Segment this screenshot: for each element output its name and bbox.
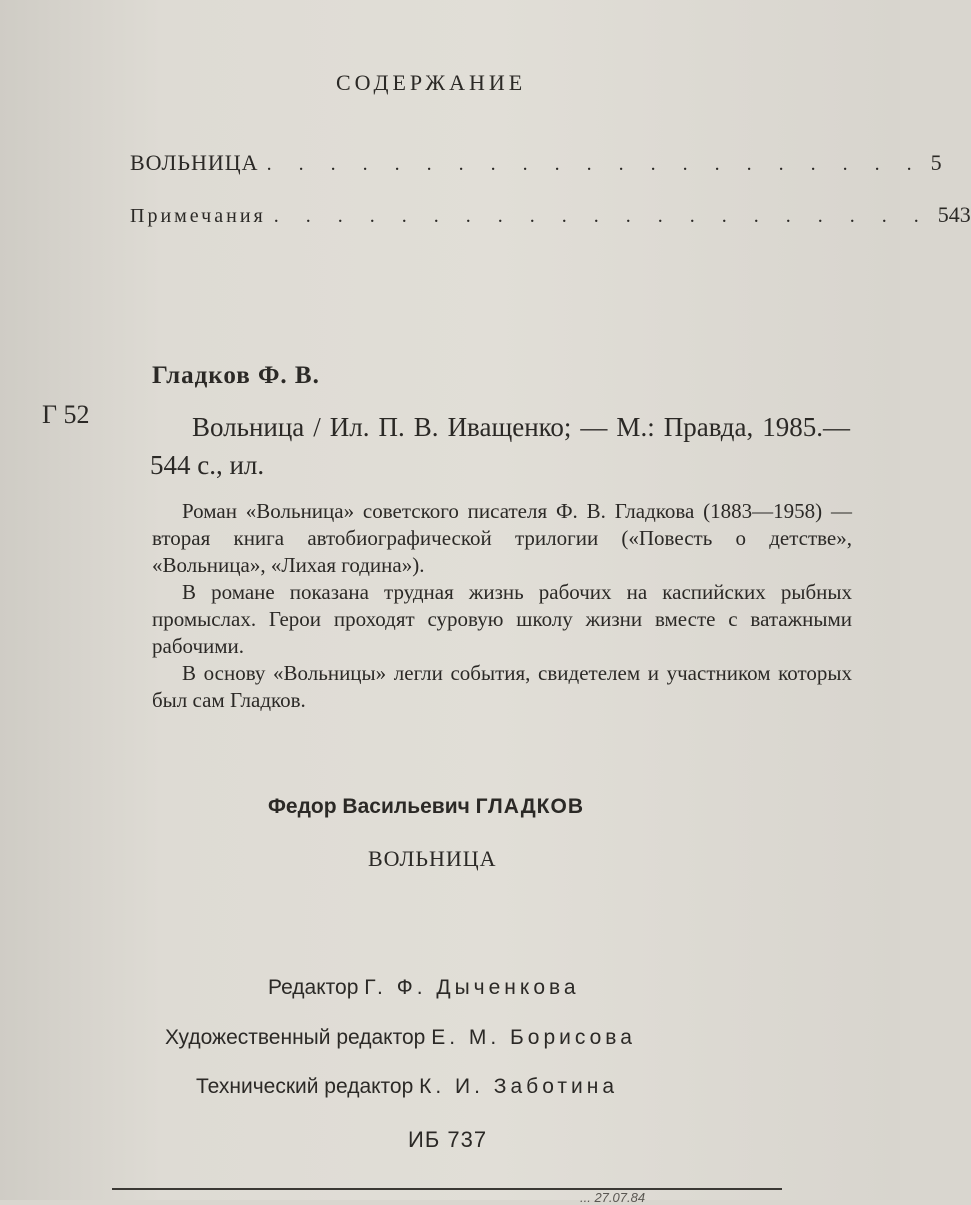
credit-name: Г. Ф. Дыченкова <box>364 976 580 999</box>
toc-item-label: ВОЛЬНИЦА <box>130 150 259 175</box>
catalog-author-heading: Гладков Ф. В. <box>152 362 320 389</box>
credit-editor <box>268 976 580 1000</box>
ib-number: ИБ 737 <box>408 1127 488 1152</box>
toc-item-page: 543 <box>937 202 971 227</box>
credit-tech-editor <box>196 1075 618 1099</box>
credit-name: Е. М. Борисова <box>431 1026 636 1049</box>
toc-item <box>130 150 942 176</box>
annotation <box>152 498 852 714</box>
credit-role: Редактор <box>268 976 359 999</box>
credit-name: К. И. Заботина <box>419 1075 619 1098</box>
imprint-author <box>268 795 584 819</box>
annotation-paragraph: В романе показана трудная жизнь рабочих на каспийских рыбных промыслах. Герои проходят суровую школу жизни вместе с ватажными рабочими. <box>152 580 852 658</box>
toc-leader-dots: . . . . . . . . . . . . . . . . . . . . . <box>266 153 923 175</box>
annotation-paragraph: Роман «Вольница» советского писателя Ф. В. Гладкова (1883—1958) — вторая книга автобиографической трилогии («Повесть о детстве», «Вольница», «Лихая година»). <box>152 499 852 577</box>
bibliographic-text: Вольница / Ил. П. В. Иващенко; — М.: Правда, 1985.— 544 с., ил. <box>150 412 850 480</box>
credit-art-editor <box>165 1026 636 1050</box>
credit-role: Технический редактор <box>196 1075 414 1098</box>
toc-item <box>130 202 971 228</box>
author-first-names: Федор Васильевич <box>268 795 470 818</box>
credit-role: Художественный редактор <box>165 1026 426 1049</box>
cut-footer-text: ... 27.07.84 <box>580 1190 646 1205</box>
catalog-code: Г 52 <box>42 400 90 429</box>
footer-rule <box>112 1188 782 1190</box>
toc-item-label: Примечания <box>130 205 266 227</box>
contents-heading: СОДЕРЖАНИЕ <box>336 70 527 95</box>
bibliographic-record <box>150 408 850 484</box>
toc-item-page: 5 <box>930 150 942 175</box>
imprint-title: ВОЛЬНИЦА <box>368 846 497 871</box>
annotation-paragraph: В основу «Вольницы» легли события, свидетелем и участником которых был сам Гладков. <box>152 661 852 712</box>
toc-leader-dots: . . . . . . . . . . . . . . . . . . . . . <box>273 205 930 227</box>
author-surname: ГЛАДКОВ <box>475 795 584 818</box>
